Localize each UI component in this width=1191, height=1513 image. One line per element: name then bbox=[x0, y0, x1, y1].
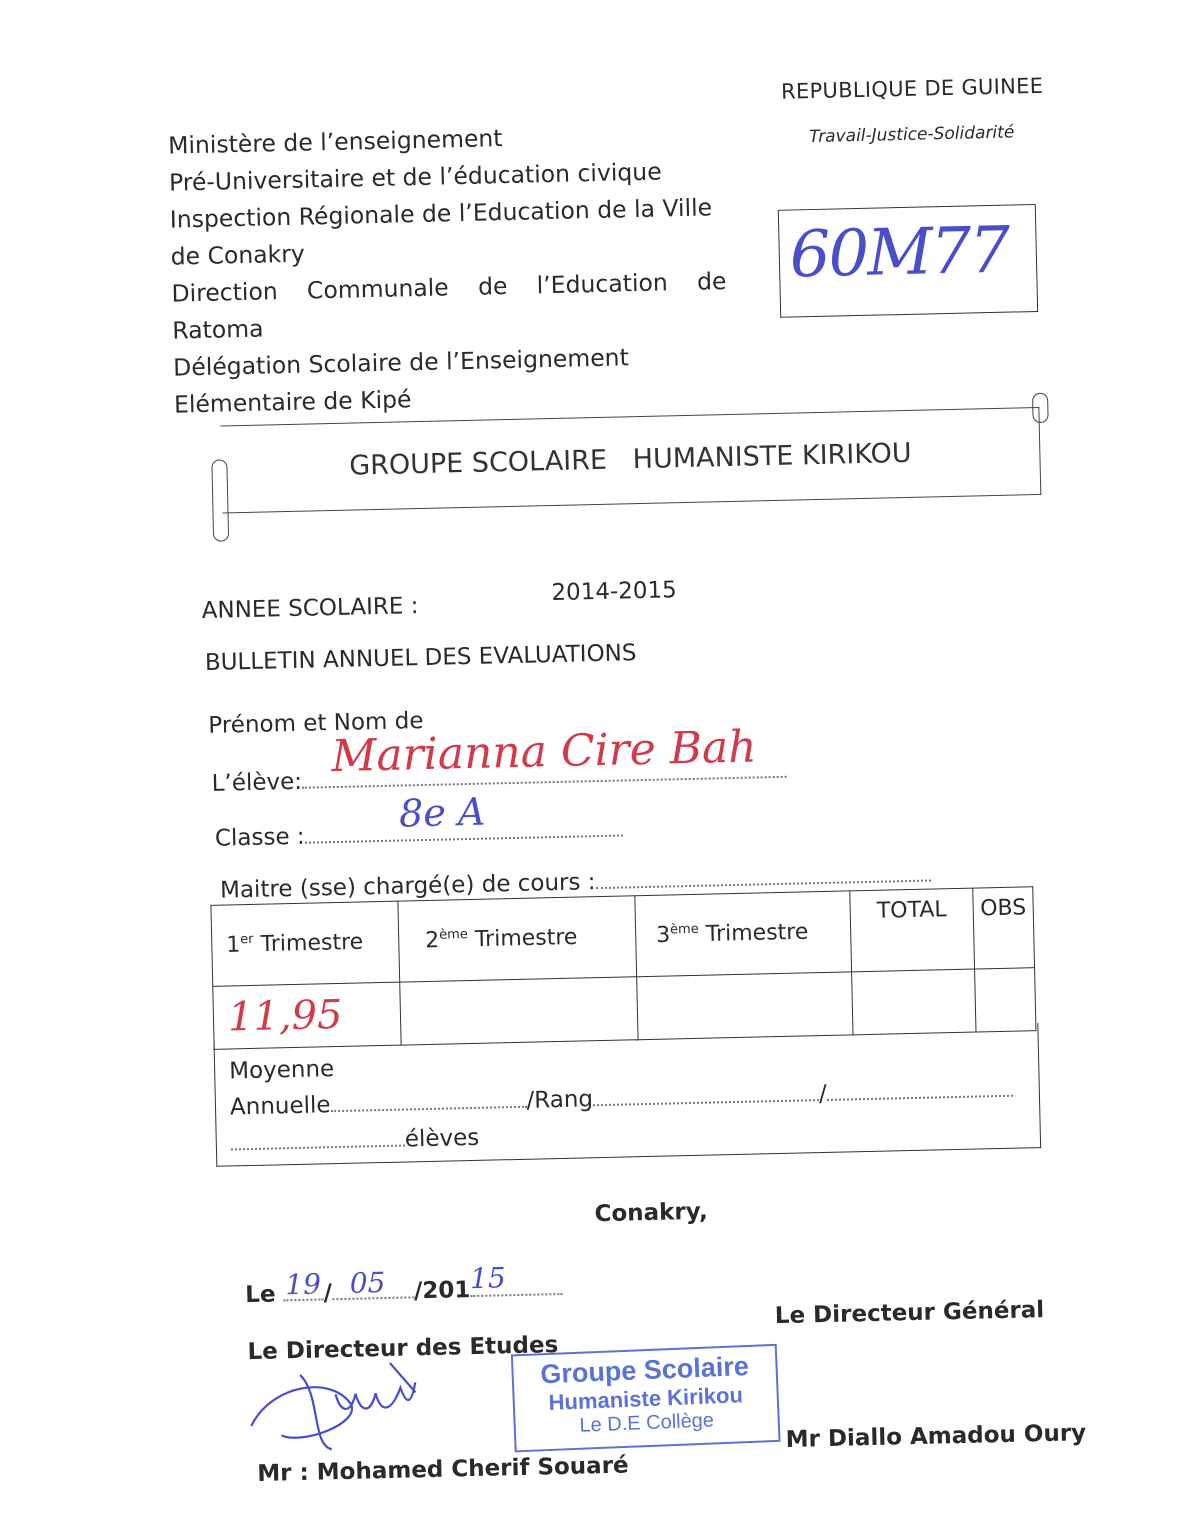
date-month: 05 bbox=[349, 1266, 386, 1300]
annual-average-box bbox=[214, 1023, 1042, 1167]
direction-word: de bbox=[696, 267, 727, 296]
ministry-line: Elémentaire de Kipé bbox=[173, 385, 412, 419]
name-label-2: L’élève: bbox=[211, 768, 303, 797]
header-trimestre-2: 2ème Trimestre bbox=[398, 896, 637, 982]
stamp-line-1: Groupe Scolaire bbox=[539, 1350, 750, 1390]
bulletin-title: BULLETIN ANNUEL DES EVALUATIONS bbox=[204, 640, 637, 676]
teacher-label: Maitre (sse) chargé(e) de cours : bbox=[219, 869, 596, 904]
header-total: TOTAL bbox=[850, 888, 975, 972]
class-label: Classe : bbox=[214, 823, 305, 852]
rang-label: /Rang bbox=[526, 1086, 594, 1114]
ministry-line: Délégation Scolaire de l’Enseignement bbox=[172, 343, 630, 382]
id-number-box bbox=[778, 204, 1038, 318]
direction-word: l’Education bbox=[536, 268, 669, 300]
republic-motto: Travail-Justice-Solidarité bbox=[808, 122, 1015, 148]
ministry-block bbox=[168, 115, 730, 424]
ministry-line: Inspection Régionale de l’Education de la Ville bbox=[169, 193, 713, 234]
annuelle-line bbox=[230, 1076, 1013, 1124]
ministry-line: de Conakry bbox=[170, 239, 306, 271]
header-trimestre-3: 3ème Trimestre bbox=[635, 891, 852, 977]
school-stamp bbox=[511, 1344, 781, 1453]
header-obs: OBS bbox=[973, 887, 1035, 969]
ministry-line: Ratoma bbox=[172, 314, 264, 345]
stamp-line-2: Humaniste Kirikou bbox=[548, 1382, 744, 1416]
student-name: Marianna Cire Bah bbox=[330, 721, 758, 783]
director-general-name: Mr Diallo Amadou Oury bbox=[785, 1420, 1087, 1453]
signature-director-studies bbox=[240, 1352, 442, 1457]
direction-word: de bbox=[477, 271, 508, 301]
school-banner bbox=[221, 407, 1041, 512]
moyenne-label: Moyenne bbox=[228, 1056, 335, 1085]
ministry-line: Pré-Universitaire et de l’éducation civique bbox=[168, 157, 662, 197]
name-label: Prénom et Nom de bbox=[208, 708, 424, 739]
class-value: 8e A bbox=[398, 789, 486, 836]
date-day: 19 bbox=[284, 1267, 322, 1302]
school-name: GROUPE SCOLAIRE HUMANISTE KIRIKOU bbox=[348, 437, 912, 482]
eleves-label: élèves bbox=[404, 1124, 480, 1153]
director-general-title: Le Directeur Général bbox=[774, 1297, 1045, 1330]
id-number: 60M77 bbox=[788, 213, 1010, 293]
direction-word: Direction bbox=[171, 277, 278, 308]
stamp-line-3: Le D.E Collège bbox=[579, 1409, 715, 1437]
rang-slash: / bbox=[818, 1080, 827, 1108]
republic-title: REPUBLIQUE DE GUINEE bbox=[780, 73, 1044, 104]
director-studies-name: Mr : Mohamed Cherif Souaré bbox=[257, 1452, 629, 1487]
ministry-line: Ministère de l’enseignement bbox=[167, 124, 503, 160]
director-studies-title: Le Directeur des Etudes bbox=[247, 1332, 559, 1366]
class-line bbox=[214, 789, 623, 855]
direction-word: Communale bbox=[306, 273, 450, 305]
date-line: Le 19 / 05 /201 15 bbox=[245, 1273, 563, 1311]
year-value: 2014-2015 bbox=[551, 577, 678, 607]
grade-trimestre-1: 11,95 bbox=[213, 982, 401, 1049]
city-label: Conakry, bbox=[594, 1198, 708, 1228]
date-year-prefix: /201 bbox=[413, 1277, 471, 1305]
date-year-suffix: 15 bbox=[469, 1261, 507, 1296]
date-prefix: Le bbox=[244, 1281, 276, 1309]
header-trimestre-1: 1er Trimestre bbox=[211, 901, 400, 986]
eleves-line bbox=[231, 1124, 480, 1160]
annuelle-label: Annuelle bbox=[229, 1092, 331, 1121]
year-label: ANNEE SCOLAIRE : bbox=[201, 593, 419, 624]
